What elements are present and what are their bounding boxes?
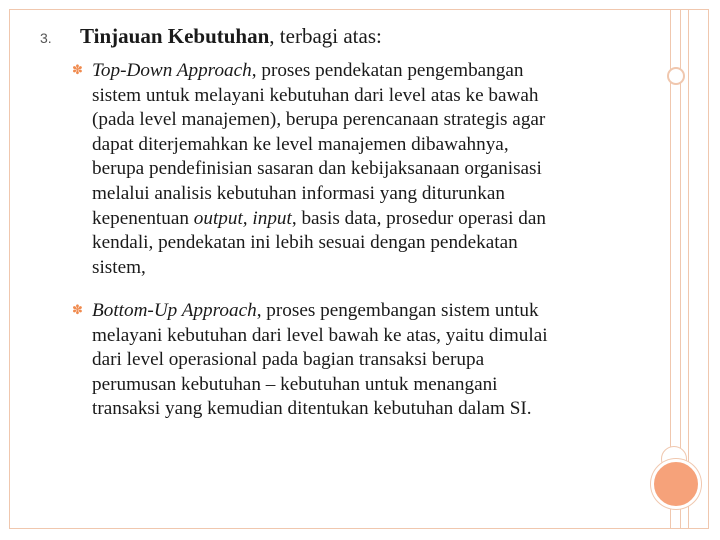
item-number: 3. — [40, 30, 52, 46]
decorative-line — [688, 10, 689, 528]
bullet-line — [72, 207, 632, 232]
bullet-line: melayani kebutuhan dari level bawah ke atas, yaitu dimulai — [92, 324, 548, 346]
swirl-bullet-icon: ✽ — [72, 62, 83, 77]
bullet-line: dari level operasional pada bagian transaksi berupa — [92, 349, 485, 371]
bullet-text: , basis data, prosedur operasi dan — [291, 207, 547, 229]
bullet-line: perumusan kebutuhan – kebutuhan untuk menangani — [92, 373, 498, 395]
bullet-line: dapat diterjemahkan ke level manajemen dibawahnya, — [92, 133, 509, 155]
bullet-line: sistem untuk melayani kebutuhan dari level atas ke bawah — [92, 84, 539, 106]
bullet-top-down — [72, 58, 632, 280]
decorative-circle — [667, 67, 685, 85]
bullet-line: melalui analisis kebutuhan informasi yang diturunkan — [92, 182, 505, 204]
bullet-first-line — [72, 58, 632, 84]
heading-rest: , terbagi atas: — [269, 24, 382, 48]
bullet-line: (pada level manajemen), berupa perencanaan strategis agar — [92, 109, 546, 131]
bullet-italic-text: output, input — [193, 207, 292, 229]
bullet-line: sistem, — [92, 256, 146, 278]
bullet-term: Bottom-Up Approach — [92, 300, 257, 321]
swirl-bullet-icon: ✽ — [72, 302, 83, 317]
bullet-term: Top-Down Approach — [92, 60, 252, 81]
decorative-orange-circle — [651, 459, 701, 509]
heading — [80, 22, 382, 50]
bullet-text: , proses pengembangan sistem untuk — [256, 300, 539, 321]
bullet-bottom-up — [72, 298, 632, 422]
bullet-line: berupa pendefinisian sasaran dan kebijaksanaan organisasi — [92, 158, 542, 180]
bullet-line: transaksi yang kemudian ditentukan kebutuhan dalam SI. — [92, 398, 532, 420]
heading-bold: Tinjauan Kebutuhan — [80, 24, 270, 48]
bullet-text: kepenentuan — [92, 207, 194, 229]
bullet-first-line — [72, 298, 632, 324]
bullet-text: , proses pendekatan pengembangan — [251, 60, 524, 81]
bullet-line: kendali, pendekatan ini lebih sesuai dengan pendekatan — [92, 232, 518, 254]
